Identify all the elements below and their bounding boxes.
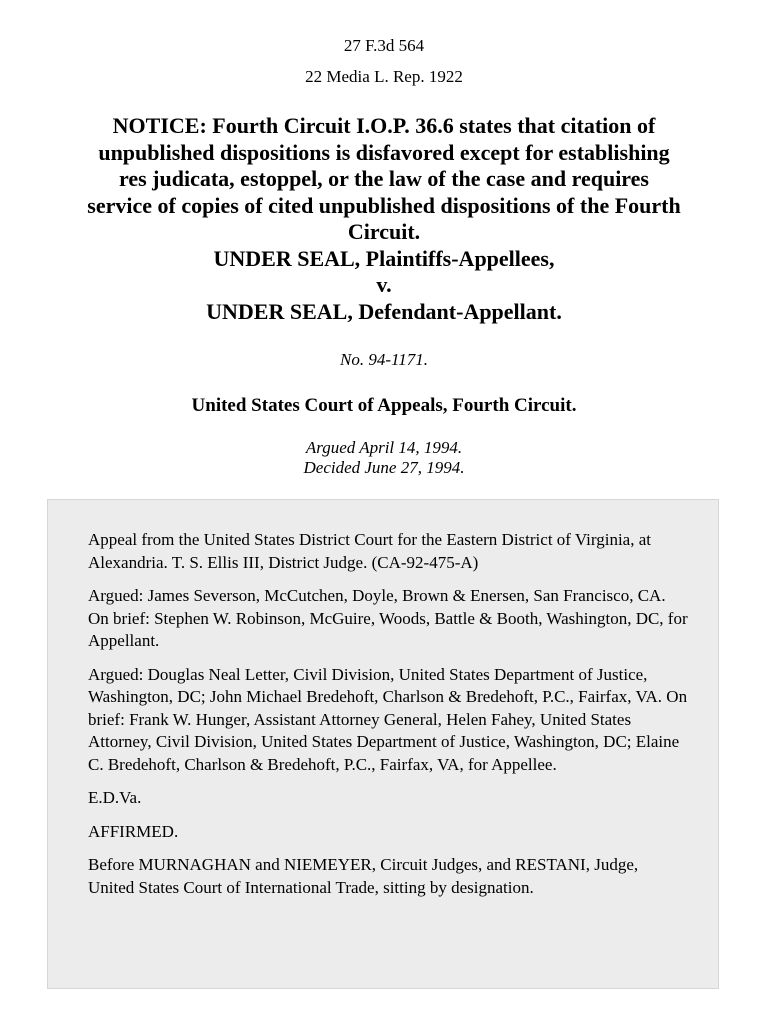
versus-line: v. xyxy=(376,272,392,297)
court-name: United States Court of Appeals, Fourth Circuit. xyxy=(191,395,577,416)
case-dates xyxy=(0,438,768,478)
case-summary-text xyxy=(88,529,688,910)
notice-line: Circuit. xyxy=(347,219,421,244)
decided-date: Decided June 27, 1994. xyxy=(303,458,465,477)
media-citation: 22 Media L. Rep. 1922 xyxy=(305,67,463,86)
defendant-line: UNDER SEAL, Defendant-Appellant. xyxy=(206,298,562,324)
appellant-counsel-paragraph: Argued: James Severson, McCutchen, Doyle, Brown & Enersen, San Francisco, CA. On brief: Stephen W. Robinson, McGuire, Woods, Battle & Booth, Washington, DC, for Appellant. xyxy=(88,586,688,650)
reporter-citation: 27 F.3d 564 xyxy=(343,36,425,55)
appeal-origin-paragraph: Appeal from the United States District Court for the Eastern District of Virginia, at Alexandria. T. S. Ellis III, District Judge. (CA-92-475-A) xyxy=(88,530,652,572)
notice-line: res judicata, estoppel, or the law of the case and requires xyxy=(118,166,649,191)
plaintiff-line: UNDER SEAL, Plaintiffs-Appellees, xyxy=(213,245,555,271)
argued-date: Argued April 14, 1994. xyxy=(305,438,463,457)
case-summary-panel xyxy=(47,499,719,989)
notice-line: service of copies of cited unpublished dispositions of the Fourth xyxy=(87,192,681,218)
appellee-counsel-paragraph: Argued: Douglas Neal Letter, Civil Division, United States Department of Justice, Washington, DC; John Michael Bredehoft, Charlson & Bredehoft, P.C., Fairfax, VA. On brief: Frank W. Hunger, Assistant Attorney General, Helen Fahey, United States Attorney, Civil Division, United States Department of Justice, Washington, DC; Elaine C. Bredehoft, Charlson & Bredehoft, P.C., Fairfax, VA, for Appellee. xyxy=(88,664,688,774)
disposition-paragraph: AFFIRMED. xyxy=(88,821,179,841)
panel-paragraph: Before MURNAGHAN and NIEMEYER, Circuit Judges, and RESTANI, Judge, United States Court of International Trade, sitting by designation. xyxy=(88,855,639,897)
notice-line: NOTICE: Fourth Circuit I.O.P. 36.6 states that citation of xyxy=(112,113,656,138)
docket-number: No. 94-1171. xyxy=(340,350,428,369)
notice-line: unpublished dispositions is disfavored except for establishing xyxy=(98,139,670,165)
district-paragraph: E.D.Va. xyxy=(88,788,142,807)
case-title xyxy=(30,113,738,325)
